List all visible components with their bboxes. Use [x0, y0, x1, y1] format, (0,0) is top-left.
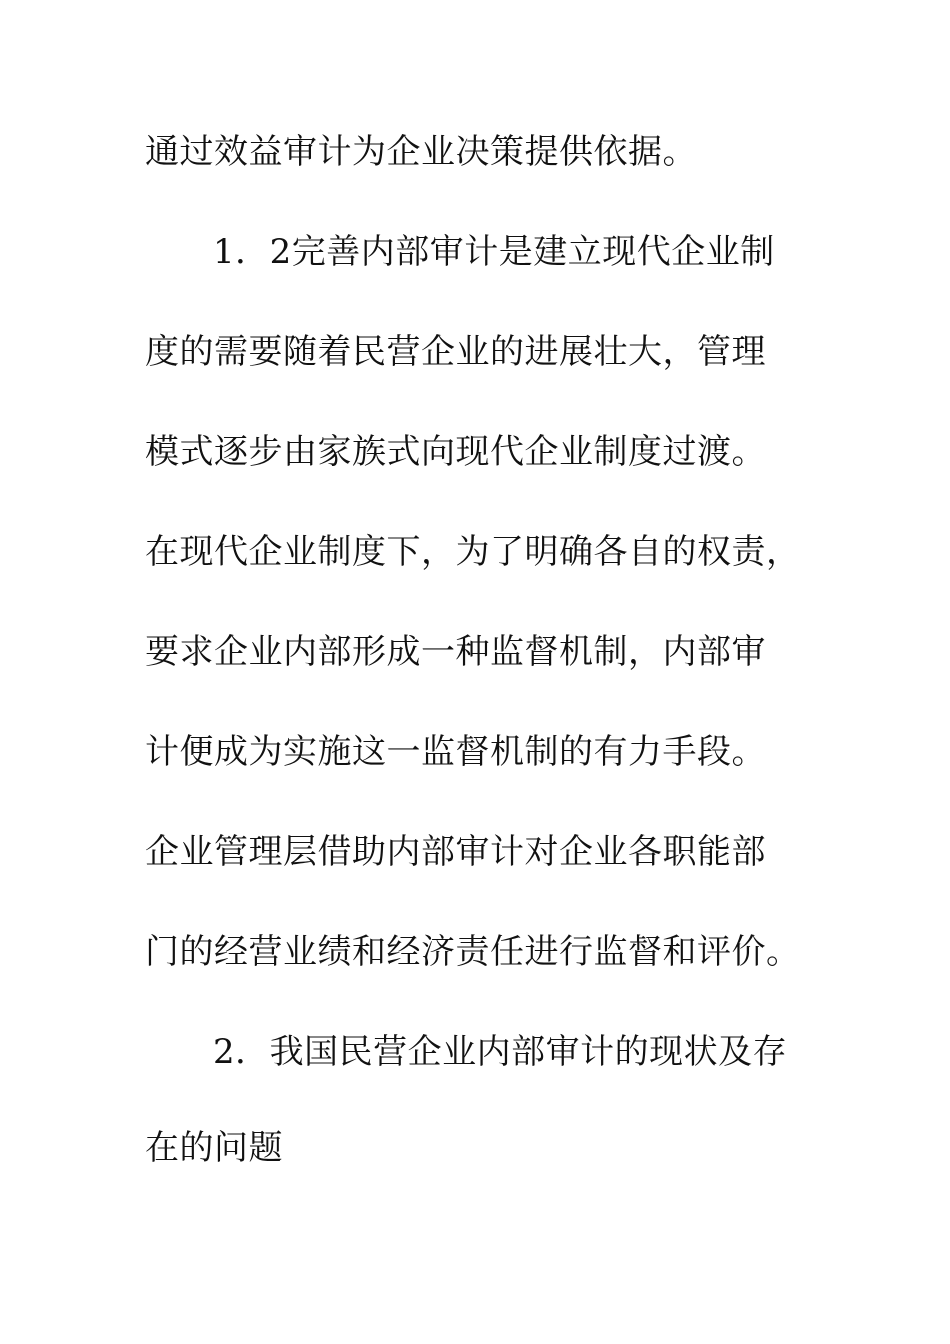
text-line-7: 计便成为实施这一监督机制的有力手段。	[145, 732, 766, 772]
text-line-9: 门的经营业绩和经济责任进行监督和评价。	[145, 932, 801, 972]
text-line-4: 模式逐步由家族式向现代企业制度过渡。	[145, 432, 766, 472]
text-line-11: 在的问题	[145, 1128, 283, 1168]
text-line-3: 度的需要随着民营企业的进展壮大，管理	[145, 332, 766, 372]
section-heading-2: 2．我国民营企业内部审计的现状及存	[213, 1032, 788, 1072]
text-line-6: 要求企业内部形成一种监督机制，内部审	[145, 632, 766, 672]
text-line-5: 在现代企业制度下，为了明确各自的权责，	[145, 532, 801, 572]
text-line-8: 企业管理层借助内部审计对企业各职能部	[145, 832, 766, 872]
section-heading-1-2: 1．2完善内部审计是建立现代企业制	[213, 232, 775, 272]
text-line-1: 通过效益审计为企业决策提供依据。	[145, 132, 697, 172]
